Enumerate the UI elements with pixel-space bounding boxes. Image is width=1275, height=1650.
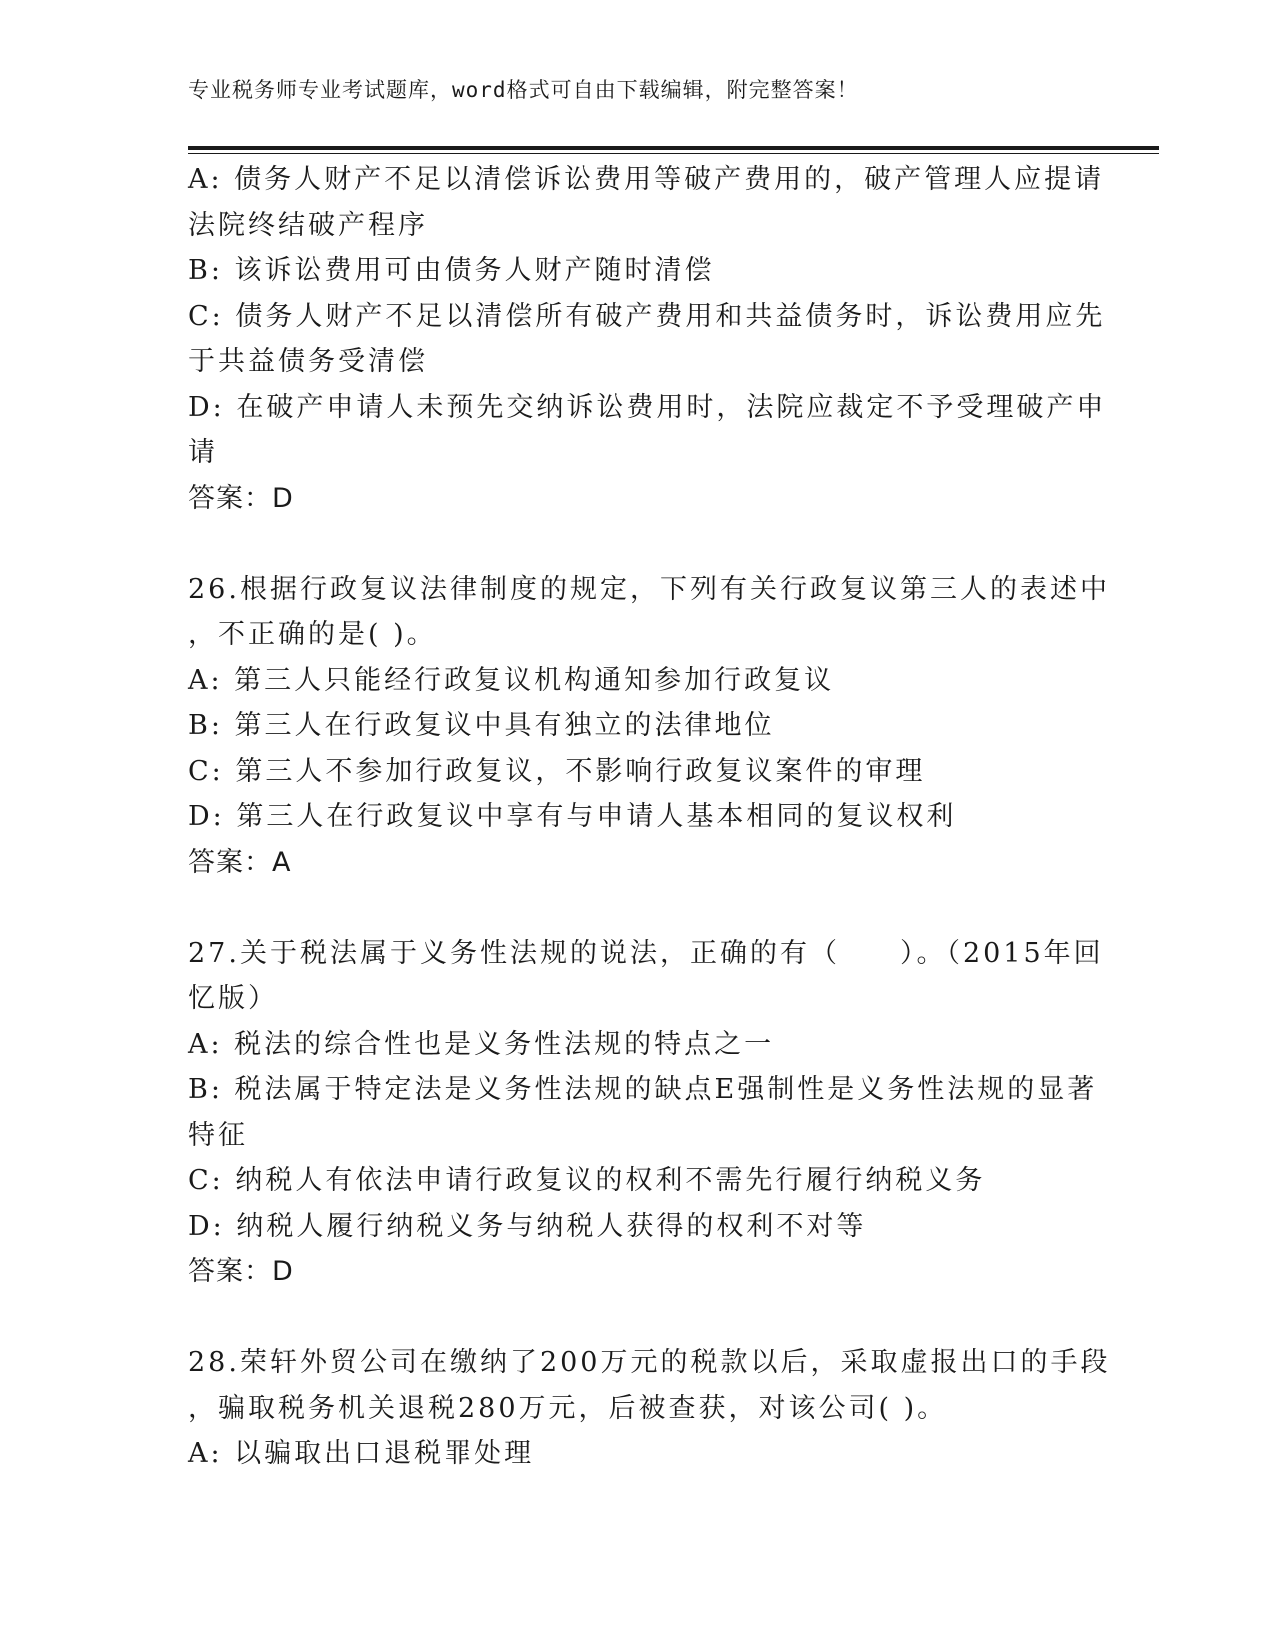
option-line: B: 该诉讼费用可由债务人财产随时清偿 [188, 255, 715, 286]
option-line: A: 税法的综合性也是义务性法规的特点之一 [188, 1028, 775, 1060]
question-stem: 27.关于税法属于义务性法规的说法，正确的有（ ）。（2015年回 [188, 937, 1104, 969]
block-spacer [188, 521, 1088, 567]
question-block [188, 931, 1104, 1295]
question-stem: ，骗取税务机关退税280万元，后被查获，对该公司( )。 [188, 1392, 948, 1424]
document-header: 专业税务师专业考试题库，word格式可自由下载编辑，附完整答案！ [188, 78, 859, 102]
option-line: B: 税法属于特定法是义务性法规的缺点E强制性是义务性法规的显著 [188, 1074, 1098, 1105]
option-line: A: 第三人只能经行政复议机构通知参加行政复议 [188, 664, 835, 696]
header-rule-thick [188, 146, 1159, 150]
option-line: 于共益债务受清偿 [188, 346, 428, 377]
answer-line: 答案：D [188, 482, 294, 514]
option-line: B: 第三人在行政复议中具有独立的法律地位 [188, 710, 775, 741]
option-line: C: 第三人不参加行政复议，不影响行政复议案件的审理 [188, 755, 926, 787]
option-line: 请 [188, 437, 218, 468]
option-line: C: 纳税人有依法申请行政复议的权利不需先行履行纳税义务 [188, 1165, 986, 1196]
answer-line: 答案：D [188, 1256, 294, 1287]
block-spacer [188, 1295, 1088, 1341]
question-stem: 忆版） [188, 983, 278, 1014]
question-block [188, 1340, 1111, 1477]
option-line: D: 第三人在行政复议中享有与申请人基本相同的复议权利 [188, 801, 957, 832]
question-stem: 28.荣轩外贸公司在缴纳了200万元的税款以后，采取虚报出口的手段 [188, 1347, 1111, 1378]
option-line: 法院终结破产程序 [188, 209, 428, 241]
option-line: C: 债务人财产不足以清偿所有破产费用和共益债务时，诉讼费用应先 [188, 300, 1106, 332]
block-spacer [188, 885, 1088, 931]
question-stem: 26.根据行政复议法律制度的规定，下列有关行政复议第三人的表述中 [188, 573, 1110, 605]
option-line: D: 在破产申请人未预先交纳诉讼费用时，法院应裁定不予受理破产申 [188, 391, 1107, 423]
answer-line: 答案：A [188, 846, 292, 878]
option-line: A: 债务人财产不足以清偿诉讼费用等破产费用的，破产管理人应提请 [188, 164, 1105, 195]
document-body [188, 157, 1111, 1477]
option-line: A: 以骗取出口退税罪处理 [188, 1438, 535, 1469]
question-stem: ，不正确的是( )。 [188, 619, 437, 650]
option-line: 特征 [188, 1119, 248, 1151]
header-rule-thin [188, 153, 1159, 154]
question-block [188, 567, 1110, 886]
option-line: D: 纳税人履行纳税义务与纳税人获得的权利不对等 [188, 1210, 867, 1242]
question-block [188, 157, 1107, 521]
